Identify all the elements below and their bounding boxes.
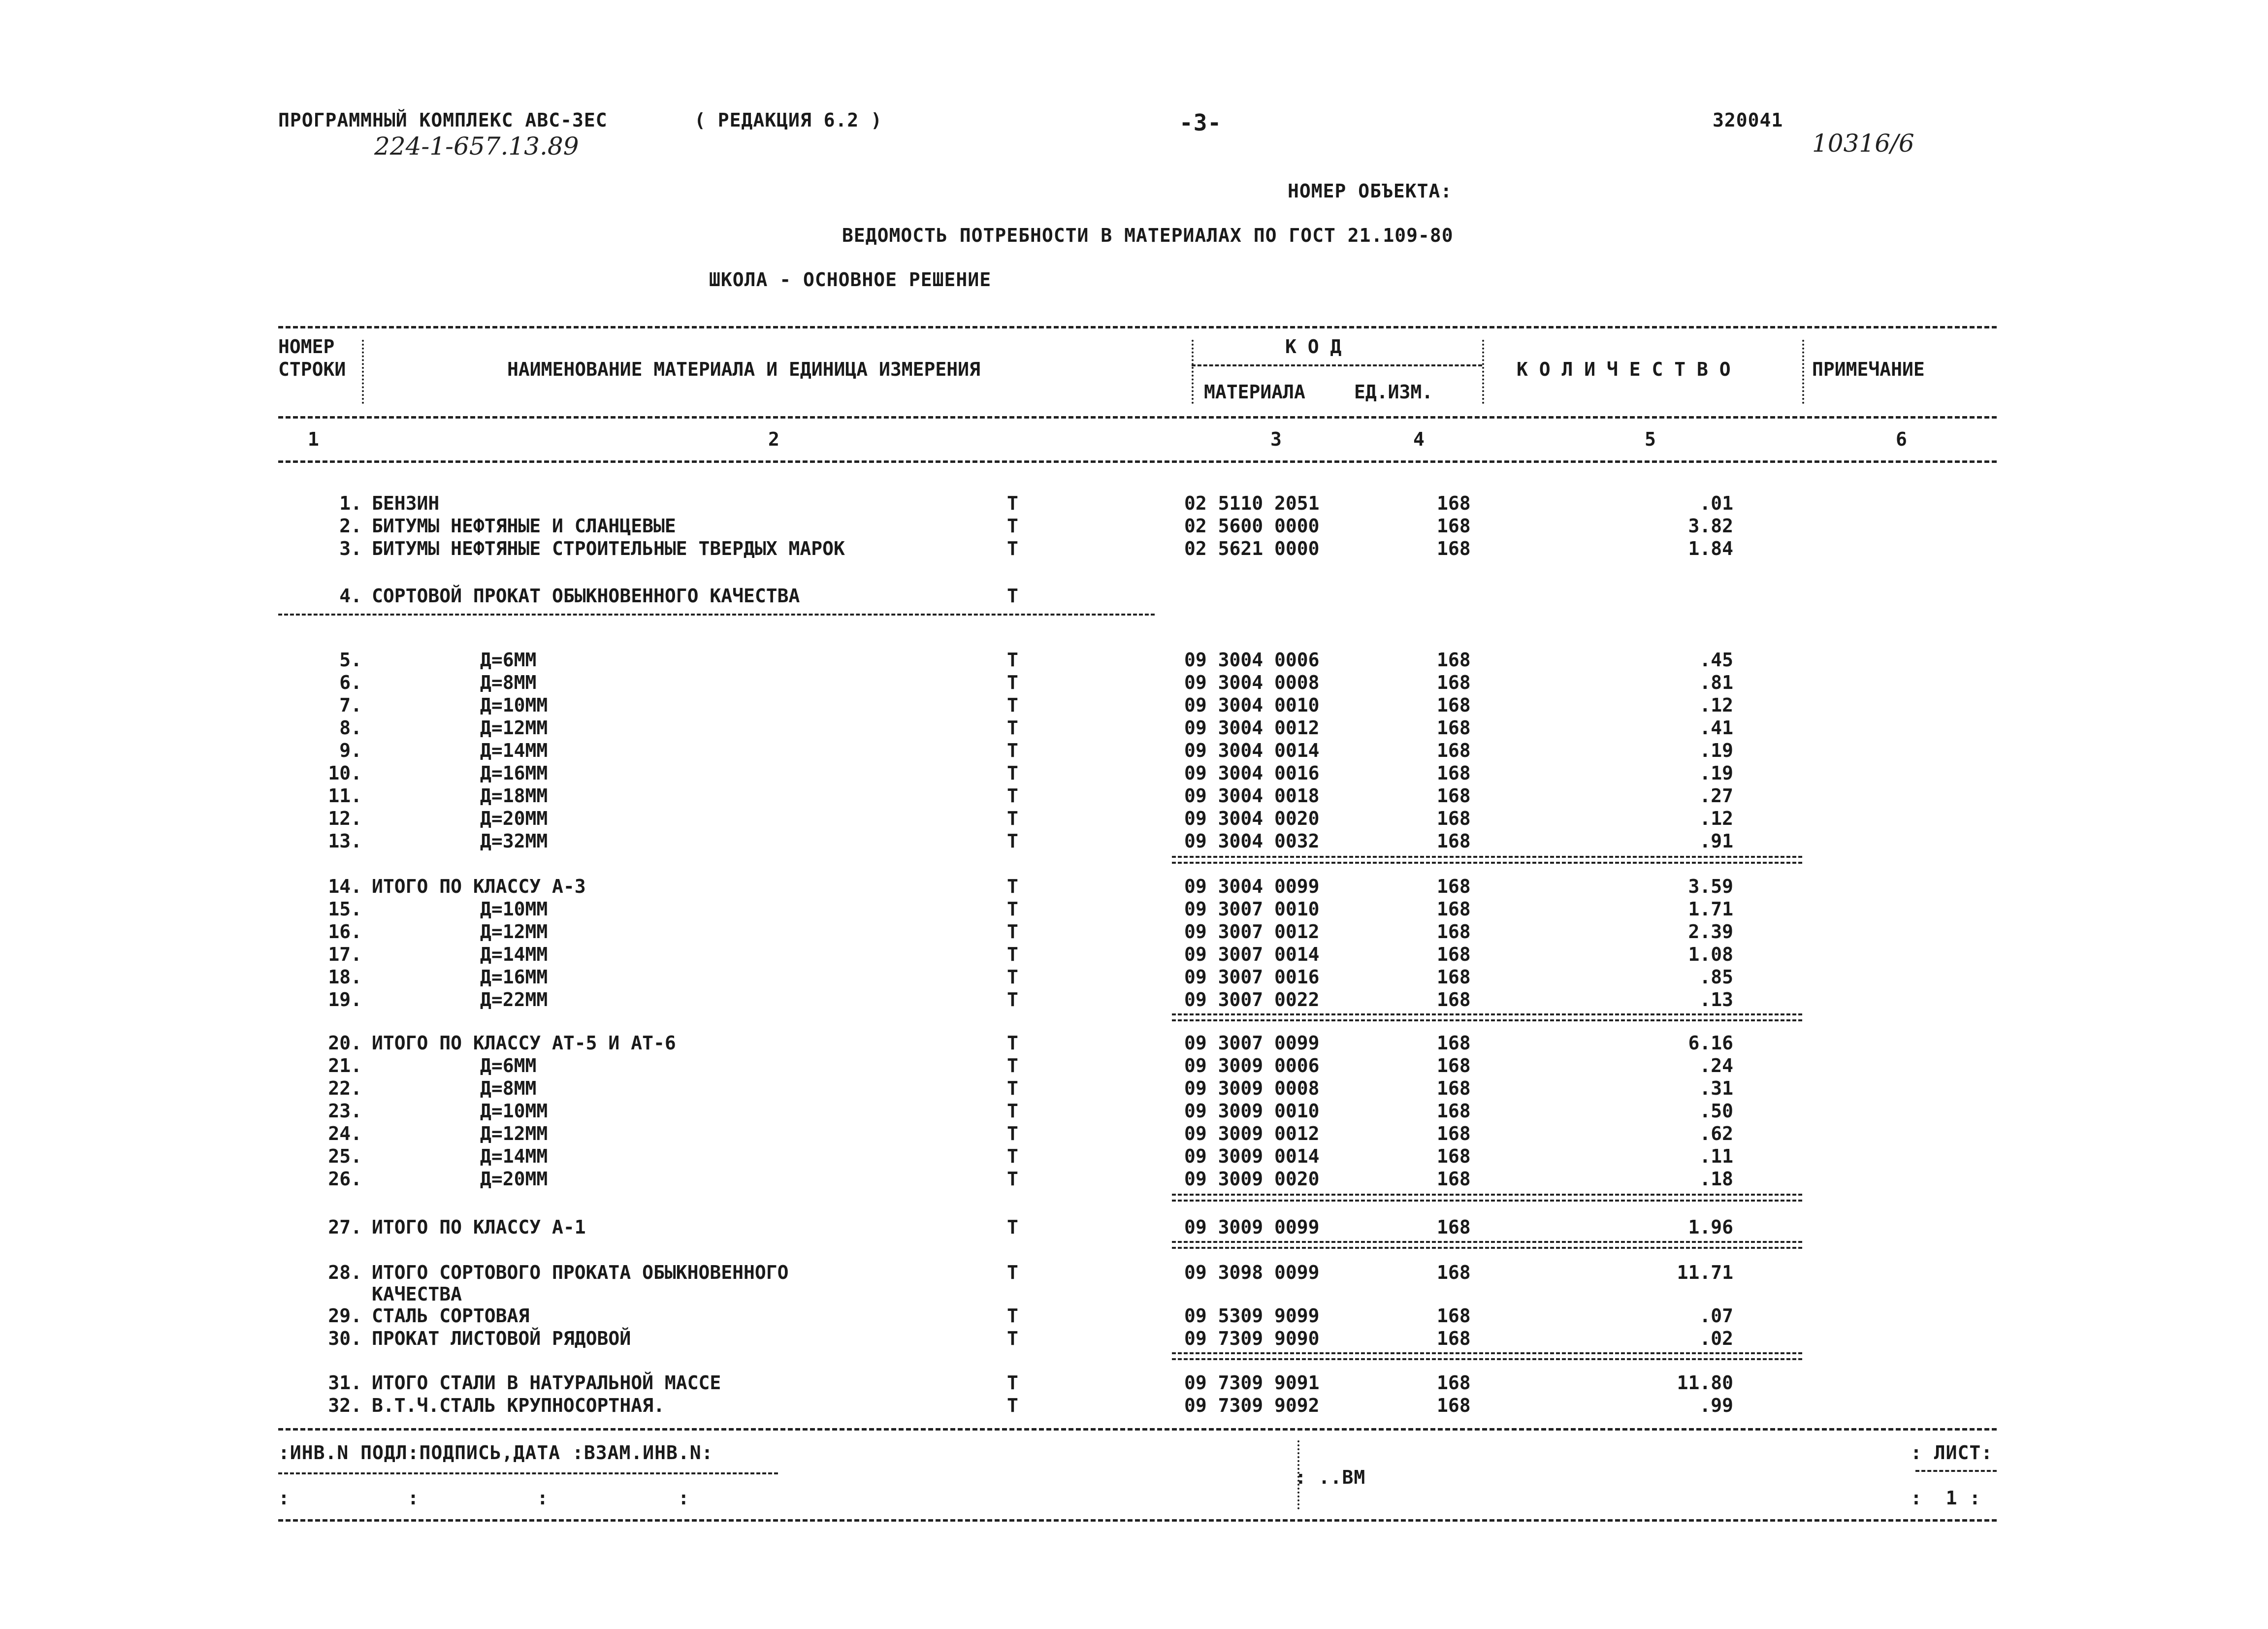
table-row [0, 1100, 2268, 1123]
row-material-code: 09 7309 9091 [1184, 1372, 1320, 1394]
row-unit-code: 168 [1437, 830, 1471, 852]
row-quantity: 6.16 [1688, 1032, 1733, 1054]
row-material-code: 09 3007 0022 [1184, 989, 1320, 1010]
table-row [0, 808, 2268, 830]
row-number: 8. [339, 717, 362, 739]
row-unit-code: 168 [1437, 1123, 1471, 1144]
row-material-code: 09 3007 0010 [1184, 898, 1320, 920]
col-number-6: 6 [1896, 428, 1907, 450]
row-unit: Т [1007, 876, 1018, 897]
table-row [0, 492, 2268, 515]
row-material-code: 02 5110 2051 [1184, 492, 1320, 514]
row-number: 11. [328, 785, 362, 807]
table-row [0, 1216, 2268, 1239]
row-unit-code: 168 [1437, 1032, 1471, 1054]
row-unit: Т [1007, 830, 1018, 852]
row-number: 5. [339, 649, 362, 671]
sheet-rule [1915, 1470, 1997, 1472]
row-material-code: 09 3009 0014 [1184, 1145, 1320, 1167]
row-name: Д=14ММ [480, 944, 548, 965]
row-quantity: .19 [1699, 740, 1733, 761]
footer-stamp-cells: : : : : [278, 1487, 690, 1509]
header-number-rule [278, 416, 1997, 419]
table-row [0, 1262, 2268, 1284]
row-unit: Т [1007, 1168, 1018, 1190]
row-unit-code: 168 [1437, 898, 1471, 920]
table-row [0, 785, 2268, 808]
row-material-code: 09 3009 0006 [1184, 1055, 1320, 1076]
row-quantity: 11.71 [1677, 1262, 1733, 1283]
row-unit: Т [1007, 649, 1018, 671]
row-quantity: .91 [1699, 830, 1733, 852]
row-unit: Т [1007, 1123, 1018, 1144]
handwritten-right-note: 10316/6 [1812, 129, 1914, 158]
row-name: СТАЛЬ СОРТОВАЯ [372, 1305, 530, 1327]
row-quantity: 11.80 [1677, 1372, 1733, 1394]
table-row [0, 830, 2268, 853]
note-header: ПРИМЕЧАНИЕ [1812, 358, 1925, 380]
table-row [0, 585, 2268, 608]
row-unit-code: 168 [1437, 717, 1471, 739]
row-name: Д=14ММ [480, 740, 548, 761]
table-row [0, 966, 2268, 989]
table-row [0, 762, 2268, 785]
table-row [0, 1145, 2268, 1168]
row-unit-code: 168 [1437, 1216, 1471, 1238]
row-unit: Т [1007, 785, 1018, 807]
row-name: ПРОКАТ ЛИСТОВОЙ РЯДОВОЙ [372, 1328, 631, 1349]
row-unit: Т [1007, 921, 1018, 943]
row-name: Д=12ММ [480, 717, 548, 739]
table-row [0, 694, 2268, 717]
row-name: Д=20ММ [480, 1168, 548, 1190]
row-material-code: 09 3004 0018 [1184, 785, 1320, 807]
row-unit: Т [1007, 966, 1018, 988]
row-quantity: .13 [1699, 989, 1733, 1010]
row-unit-code: 168 [1437, 785, 1471, 807]
row-unit: Т [1007, 1262, 1018, 1283]
table-row [0, 1032, 2268, 1055]
row-quantity: 1.71 [1688, 898, 1733, 920]
row-unit-code: 168 [1437, 921, 1471, 943]
row-name: Д=6ММ [480, 1055, 537, 1076]
row-number: 32. [328, 1395, 362, 1416]
row-unit: Т [1007, 585, 1018, 607]
subtotal-rule [1172, 1013, 1802, 1021]
row-quantity: .45 [1699, 649, 1733, 671]
row-unit-code: 168 [1437, 876, 1471, 897]
row-unit: Т [1007, 989, 1018, 1010]
row-material-code: 09 3007 0014 [1184, 944, 1320, 965]
row-unit-code: 168 [1437, 944, 1471, 965]
row-name: Д=16ММ [480, 966, 548, 988]
row-unit-code: 168 [1437, 1372, 1471, 1394]
row-material-code: 09 3007 0016 [1184, 966, 1320, 988]
row-name: Д=18ММ [480, 785, 548, 807]
row-unit: Т [1007, 717, 1018, 739]
page-number: -3- [1179, 109, 1222, 136]
row-unit-code: 168 [1437, 1395, 1471, 1416]
row-number: 4. [339, 585, 362, 607]
row-quantity: .01 [1699, 492, 1733, 514]
table-row [0, 1328, 2268, 1350]
row-material-code: 09 3098 0099 [1184, 1262, 1320, 1283]
table-row [0, 1395, 2268, 1417]
col2-header: НАИМЕНОВАНИЕ МАТЕРИАЛА И ЕДИНИЦА ИЗМЕРЕНИЯ [507, 358, 980, 380]
row-unit-code: 168 [1437, 740, 1471, 761]
row-unit: Т [1007, 1216, 1018, 1238]
row-unit-code: 168 [1437, 1100, 1471, 1122]
row-name: КАЧЕСТВА [372, 1283, 462, 1305]
row-unit-code: 168 [1437, 1262, 1471, 1283]
row-unit-code: 168 [1437, 966, 1471, 988]
row-number: 24. [328, 1123, 362, 1144]
row-name: Д=6ММ [480, 649, 537, 671]
row-number: 13. [328, 830, 362, 852]
row-quantity: 1.84 [1688, 538, 1733, 559]
row-name: Д=16ММ [480, 762, 548, 784]
row-material-code: 09 5309 9099 [1184, 1305, 1320, 1327]
row-quantity: .27 [1699, 785, 1733, 807]
row-unit: Т [1007, 1077, 1018, 1099]
row-number: 6. [339, 672, 362, 693]
row-unit: Т [1007, 808, 1018, 829]
row-unit-code: 168 [1437, 515, 1471, 537]
footer-divider [1297, 1440, 1299, 1509]
row-quantity: 1.08 [1688, 944, 1733, 965]
row-material-code: 09 7309 9090 [1184, 1328, 1320, 1349]
subtotal-rule [1172, 1194, 1802, 1202]
row-name: В.Т.Ч.СТАЛЬ КРУПНОСОРТНАЯ. [372, 1395, 665, 1416]
row-number: 7. [339, 694, 362, 716]
header-divider [1482, 340, 1484, 404]
row-quantity: .12 [1699, 808, 1733, 829]
row-unit: Т [1007, 1328, 1018, 1349]
table-row [0, 1168, 2268, 1191]
row-material-code: 09 3007 0012 [1184, 921, 1320, 943]
subtotal-rule [1172, 1352, 1802, 1360]
row-material-code: 09 3009 0012 [1184, 1123, 1320, 1144]
row-number: 3. [339, 538, 362, 559]
row-quantity: .11 [1699, 1145, 1733, 1167]
row-number: 19. [328, 989, 362, 1010]
row-name: БИТУМЫ НЕФТЯНЫЕ И СЛАНЦЕВЫЕ [372, 515, 676, 537]
row-unit: Т [1007, 1100, 1018, 1122]
row-material-code: 09 7309 9092 [1184, 1395, 1320, 1416]
row-unit: Т [1007, 740, 1018, 761]
row-number: 27. [328, 1216, 362, 1238]
row-unit: Т [1007, 492, 1018, 514]
row-name: Д=12ММ [480, 1123, 548, 1144]
row-name: Д=10ММ [480, 898, 548, 920]
table-row [0, 1372, 2268, 1395]
row-material-code: 09 3004 0099 [1184, 876, 1320, 897]
row-quantity: .19 [1699, 762, 1733, 784]
row-unit-code: 168 [1437, 1305, 1471, 1327]
object-number-label: НОМЕР ОБЪЕКТА: [1288, 180, 1453, 202]
row-number: 21. [328, 1055, 362, 1076]
row-material-code: 09 3007 0099 [1184, 1032, 1320, 1054]
row-quantity: .24 [1699, 1055, 1733, 1076]
row-number: 17. [328, 944, 362, 965]
row-unit: Т [1007, 538, 1018, 559]
row-name: Д=8ММ [480, 672, 537, 693]
sheet-number: : 1 : [1911, 1487, 1981, 1509]
table-row [0, 672, 2268, 694]
row-number: 10. [328, 762, 362, 784]
page-subtitle: ШКОЛА - ОСНОВНОЕ РЕШЕНИЕ [709, 269, 992, 291]
row-material-code: 09 3004 0016 [1184, 762, 1320, 784]
row-name: ИТОГО ПО КЛАССУ АТ-5 И АТ-6 [372, 1032, 676, 1054]
row-number: 26. [328, 1168, 362, 1190]
row-number: 1. [339, 492, 362, 514]
edition: ( РЕДАКЦИЯ 6.2 ) [694, 109, 883, 131]
row-name: БИТУМЫ НЕФТЯНЫЕ СТРОИТЕЛЬНЫЕ ТВЕРДЫХ МАРОК [372, 538, 845, 559]
row-number: 9. [339, 740, 362, 761]
row-unit-code: 168 [1437, 538, 1471, 559]
row-unit-code: 168 [1437, 1328, 1471, 1349]
row-quantity: .85 [1699, 966, 1733, 988]
row-name: БЕНЗИН [372, 492, 440, 514]
program-name: ПРОГРАММНЫЙ КОМПЛЕКС АВС-ЗЕС [278, 109, 608, 131]
table-row [0, 1123, 2268, 1145]
row-quantity: .18 [1699, 1168, 1733, 1190]
row-quantity: 1.96 [1688, 1216, 1733, 1238]
row-quantity: .12 [1699, 694, 1733, 716]
code-unit-header: ЕД.ИЗМ. [1354, 381, 1433, 403]
col1-header-line1: НОМЕР [278, 336, 335, 358]
table-row [0, 876, 2268, 898]
header-divider [1802, 340, 1804, 404]
table-row [0, 921, 2268, 944]
row-number: 15. [328, 898, 362, 920]
table-row [0, 944, 2268, 966]
subtotal-rule [1172, 856, 1802, 864]
document-code: 320041 [1713, 109, 1783, 131]
row-unit-code: 168 [1437, 1055, 1471, 1076]
row-material-code: 09 3004 0012 [1184, 717, 1320, 739]
subtotal-rule [1172, 1241, 1802, 1249]
row-material-code: 09 3004 0020 [1184, 808, 1320, 829]
row-unit: Т [1007, 672, 1018, 693]
row-unit: Т [1007, 898, 1018, 920]
table-row [0, 1055, 2268, 1077]
col1-header-line2: СТРОКИ [278, 358, 346, 380]
footer-stamp-labels: :ИНВ.N ПОДЛ:ПОДПИСЬ,ДАТА :ВЗАМ.ИНВ.N: [278, 1442, 713, 1464]
row-name: Д=12ММ [480, 921, 548, 943]
table-row [0, 1283, 2268, 1306]
col-number-5: 5 [1645, 428, 1656, 450]
row-unit-code: 168 [1437, 492, 1471, 514]
row-number: 29. [328, 1305, 362, 1327]
quantity-header: К О Л И Ч Е С Т В О [1517, 358, 1731, 380]
row-unit: Т [1007, 1395, 1018, 1416]
footer-vm-label: : ..ВМ [1295, 1466, 1366, 1488]
row-name: Д=10ММ [480, 694, 548, 716]
row-unit: Т [1007, 1145, 1018, 1167]
row-number: 25. [328, 1145, 362, 1167]
table-row [0, 538, 2268, 560]
row-unit: Т [1007, 515, 1018, 537]
code-material-header: МАТЕРИАЛА [1204, 381, 1305, 403]
row-quantity: .41 [1699, 717, 1733, 739]
row-unit: Т [1007, 1055, 1018, 1076]
row-unit-code: 168 [1437, 989, 1471, 1010]
row-material-code: 09 3004 0032 [1184, 830, 1320, 852]
table-row [0, 898, 2268, 921]
code-group-header: К О Д [1285, 336, 1342, 358]
col-number-4: 4 [1413, 428, 1425, 450]
header-divider [362, 340, 364, 404]
row-unit-code: 168 [1437, 1077, 1471, 1099]
table-row [0, 649, 2268, 672]
row-number: 30. [328, 1328, 362, 1349]
row-material-code: 09 3004 0008 [1184, 672, 1320, 693]
handwritten-left-note: 224-1-657.13.89 [374, 132, 579, 161]
row-name: Д=8ММ [480, 1077, 537, 1099]
row-number: 16. [328, 921, 362, 943]
footer-stamp-rule [278, 1472, 778, 1474]
row-quantity: 3.82 [1688, 515, 1733, 537]
row-quantity: .07 [1699, 1305, 1733, 1327]
row-quantity: 2.39 [1688, 921, 1733, 943]
table-top-rule [278, 326, 1997, 328]
row-quantity: .81 [1699, 672, 1733, 693]
row-unit-code: 168 [1437, 808, 1471, 829]
row-quantity: .02 [1699, 1328, 1733, 1349]
row-unit: Т [1007, 762, 1018, 784]
col-number-2: 2 [768, 428, 779, 450]
page-title: ВЕДОМОСТЬ ПОТРЕБНОСТИ В МАТЕРИАЛАХ ПО ГОСТ 21.109-80 [842, 225, 1454, 246]
row-number: 14. [328, 876, 362, 897]
table-row [0, 740, 2268, 762]
table-row [0, 989, 2268, 1011]
row-unit: Т [1007, 1305, 1018, 1327]
row-name: ИТОГО СОРТОВОГО ПРОКАТА ОБЫКНОВЕННОГО [372, 1262, 789, 1283]
row-unit: Т [1007, 944, 1018, 965]
row-number: 22. [328, 1077, 362, 1099]
row-material-code: 09 3009 0008 [1184, 1077, 1320, 1099]
row-number: 23. [328, 1100, 362, 1122]
code-group-rule [1192, 364, 1482, 366]
row-quantity: 3.59 [1688, 876, 1733, 897]
footer-top-rule [278, 1428, 1997, 1431]
row-unit-code: 168 [1437, 672, 1471, 693]
table-row [0, 1305, 2268, 1328]
row-material-code: 09 3004 0010 [1184, 694, 1320, 716]
row-material-code: 02 5621 0000 [1184, 538, 1320, 559]
row-material-code: 09 3004 0006 [1184, 649, 1320, 671]
sheet-label: : ЛИСТ: [1911, 1442, 1993, 1464]
row-number: 28. [328, 1262, 362, 1283]
row-name: Д=22ММ [480, 989, 548, 1010]
row-unit-code: 168 [1437, 694, 1471, 716]
row-number: 20. [328, 1032, 362, 1054]
row-name: Д=20ММ [480, 808, 548, 829]
footer-bottom-rule [278, 1519, 1997, 1522]
row-unit-code: 168 [1437, 1168, 1471, 1190]
row-material-code: 09 3009 0020 [1184, 1168, 1320, 1190]
row-unit-code: 168 [1437, 649, 1471, 671]
row-name: ИТОГО ПО КЛАССУ А-1 [372, 1216, 586, 1238]
row-material-code: 09 3009 0099 [1184, 1216, 1320, 1238]
table-row [0, 1077, 2268, 1100]
row-unit: Т [1007, 694, 1018, 716]
row-quantity: .62 [1699, 1123, 1733, 1144]
row-quantity: .99 [1699, 1395, 1733, 1416]
row-name: ИТОГО СТАЛИ В НАТУРАЛЬНОЙ МАССЕ [372, 1372, 721, 1394]
row-unit: Т [1007, 1032, 1018, 1054]
row-number: 31. [328, 1372, 362, 1394]
section-underline [278, 614, 1155, 616]
col-number-3: 3 [1270, 428, 1282, 450]
row-name: ИТОГО ПО КЛАССУ А-3 [372, 876, 586, 897]
row-number: 18. [328, 966, 362, 988]
row-quantity: .50 [1699, 1100, 1733, 1122]
table-row [0, 717, 2268, 740]
col-number-1: 1 [308, 428, 319, 450]
row-name: Д=14ММ [480, 1145, 548, 1167]
row-quantity: .31 [1699, 1077, 1733, 1099]
row-unit: Т [1007, 1372, 1018, 1394]
header-divider [1192, 340, 1194, 404]
row-number: 2. [339, 515, 362, 537]
row-unit-code: 168 [1437, 1145, 1471, 1167]
row-material-code: 09 3004 0014 [1184, 740, 1320, 761]
row-material-code: 02 5600 0000 [1184, 515, 1320, 537]
row-name: Д=32ММ [480, 830, 548, 852]
table-row [0, 515, 2268, 538]
header-bottom-rule [278, 460, 1997, 463]
row-unit-code: 168 [1437, 762, 1471, 784]
row-number: 12. [328, 808, 362, 829]
row-material-code: 09 3009 0010 [1184, 1100, 1320, 1122]
row-name: СОРТОВОЙ ПРОКАТ ОБЫКНОВЕННОГО КАЧЕСТВА [372, 585, 800, 607]
row-name: Д=10ММ [480, 1100, 548, 1122]
